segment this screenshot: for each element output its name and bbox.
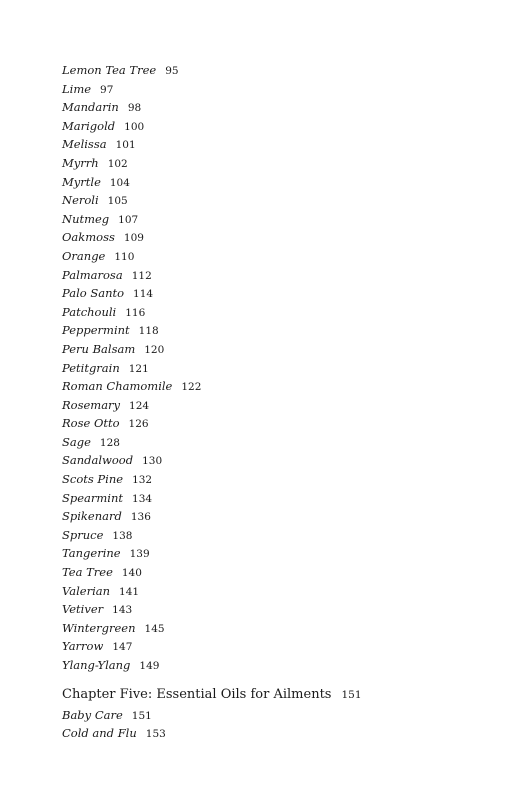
toc-chapter-heading <box>62 684 502 706</box>
toc-entry-title: Oakmoss <box>62 230 115 245</box>
toc-entry-title: Valerian <box>62 583 111 598</box>
toc-entry-title: Palo Santo <box>62 286 125 301</box>
toc-entry <box>62 656 502 675</box>
toc-entry-page-number: 141 <box>119 585 140 598</box>
toc-entry-page-number: 134 <box>132 492 153 505</box>
toc-entry <box>62 173 502 192</box>
toc-entry-title: Sage <box>62 434 91 449</box>
toc-entry-title: Neroli <box>62 193 99 208</box>
toc-entry-title: Vetiver <box>62 602 104 617</box>
chapter-title: Chapter Five: Essential Oils for Ailments <box>62 686 332 702</box>
toc-entry <box>62 489 502 508</box>
toc-entry-page-number: 126 <box>128 418 149 431</box>
toc-entry-title: Wintergreen <box>62 620 136 635</box>
toc-entry-page-number: 121 <box>128 362 149 375</box>
toc-entry <box>62 210 502 229</box>
toc-entry <box>62 544 502 563</box>
toc-entry-title: Myrtle <box>62 174 101 189</box>
toc-entry-title: Sandalwood <box>62 453 134 468</box>
toc-entry-title: Lime <box>62 81 92 96</box>
toc-entry <box>62 526 502 545</box>
toc-entry-title: Orange <box>62 248 106 263</box>
toc-entry-title: Scots Pine <box>62 472 124 487</box>
toc-entry-page-number: 139 <box>129 548 150 561</box>
toc-entry <box>62 507 502 526</box>
toc-entry-title: Patchouli <box>62 304 117 319</box>
toc-entry-title: Ylang-Ylang <box>62 658 131 672</box>
toc-entry-title: Mandarin <box>62 100 119 115</box>
toc-entry-page-number: 124 <box>129 399 150 412</box>
toc-entry-page-number: 105 <box>107 195 128 208</box>
toc-entry-page-number: 107 <box>118 213 139 226</box>
toc-entry-page-number: 122 <box>181 381 202 394</box>
toc-entry-page-number: 110 <box>114 250 135 263</box>
toc-entry-title: Cold and Flu <box>62 726 137 741</box>
toc-entry-page-number: 130 <box>142 455 163 468</box>
toc-entry-page-number: 147 <box>112 641 133 654</box>
toc-entry-title: Peru Balsam <box>62 341 136 356</box>
toc-entry-title: Spearmint <box>62 490 124 505</box>
toc-entry <box>62 247 502 266</box>
toc-entry-title: Nutmeg <box>62 211 110 226</box>
toc-entry-title: Roman Chamomile <box>62 379 173 394</box>
toc-entry-page-number: 153 <box>145 728 166 741</box>
toc-entry <box>62 563 502 582</box>
toc-entry-title: Lemon Tea Tree <box>62 63 157 77</box>
toc-entry-title: Rosemary <box>62 397 121 412</box>
toc-entry <box>62 154 502 173</box>
toc-entry-page-number: 149 <box>139 660 160 672</box>
toc-entry <box>62 470 502 489</box>
toc-entry <box>62 619 502 638</box>
toc-entry-page-number: 138 <box>112 529 133 542</box>
toc-entry-page-number: 104 <box>109 176 130 189</box>
toc-entry <box>62 98 502 117</box>
toc-entry-title: Spikenard <box>62 509 122 524</box>
toc-entry-title: Spruce <box>62 527 104 542</box>
toc-entry-page-number: 151 <box>131 709 152 722</box>
toc-entry-title: Myrrh <box>62 155 99 170</box>
toc-entry <box>62 303 502 322</box>
toc-entry <box>62 377 502 396</box>
toc-entry-page-number: 100 <box>124 120 145 133</box>
toc-entry <box>62 340 502 359</box>
toc-entry <box>62 228 502 247</box>
toc-entry <box>62 414 502 433</box>
toc-entry-title: Baby Care <box>62 707 123 722</box>
toc-entry-page-number: 145 <box>144 622 165 635</box>
toc-entry-page-number: 95 <box>165 65 179 77</box>
toc-entry <box>62 637 502 656</box>
toc-entry-page-number: 120 <box>144 343 165 356</box>
toc-entry-page-number: 143 <box>112 604 133 617</box>
toc-entry <box>62 433 502 452</box>
toc-entry-page-number: 112 <box>131 269 152 282</box>
toc-entry-list <box>62 706 502 743</box>
toc-entry <box>62 61 502 80</box>
toc-entry-page-number: 102 <box>107 157 128 170</box>
chapter-page-number: 151 <box>341 688 362 701</box>
toc-entry-page-number: 109 <box>123 232 144 245</box>
toc-entry-page-number: 118 <box>138 325 159 338</box>
toc-entry-title: Peppermint <box>62 323 130 338</box>
toc-entry-page-number: 140 <box>121 567 142 580</box>
toc-entry <box>62 600 502 619</box>
toc-entry-page-number: 97 <box>100 83 114 96</box>
toc-entry <box>62 80 502 99</box>
toc-entry-page-number: 128 <box>99 436 120 449</box>
toc-entry-page-number: 132 <box>132 474 153 487</box>
toc-entry <box>62 359 502 378</box>
toc-entry-title: Rose Otto <box>62 416 120 431</box>
toc-entry-page-number: 98 <box>127 102 142 115</box>
toc-entry <box>62 582 502 601</box>
toc-entry <box>62 117 502 136</box>
toc-entry-title: Petitgrain <box>62 360 120 375</box>
table-of-contents <box>62 61 502 743</box>
toc-entry-page-number: 114 <box>133 288 154 301</box>
toc-entry-page-number: 101 <box>115 139 136 152</box>
toc-entry <box>62 266 502 285</box>
toc-entry-title: Palmarosa <box>62 267 123 282</box>
toc-entry-title: Tea Tree <box>62 565 113 580</box>
toc-entry <box>62 451 502 470</box>
toc-entry <box>62 706 502 725</box>
toc-entry <box>62 191 502 210</box>
toc-entry-title: Yarrow <box>62 639 104 654</box>
toc-entry <box>62 321 502 340</box>
toc-entry-title: Marigold <box>62 118 116 133</box>
toc-entry-list <box>62 61 502 675</box>
toc-entry-title: Tangerine <box>62 546 121 561</box>
toc-entry <box>62 724 502 743</box>
toc-entry-title: Melissa <box>62 137 107 152</box>
toc-entry <box>62 135 502 154</box>
toc-entry-page-number: 116 <box>125 306 146 319</box>
toc-entry <box>62 284 502 303</box>
toc-entry-page-number: 136 <box>130 511 151 524</box>
toc-entry <box>62 396 502 415</box>
